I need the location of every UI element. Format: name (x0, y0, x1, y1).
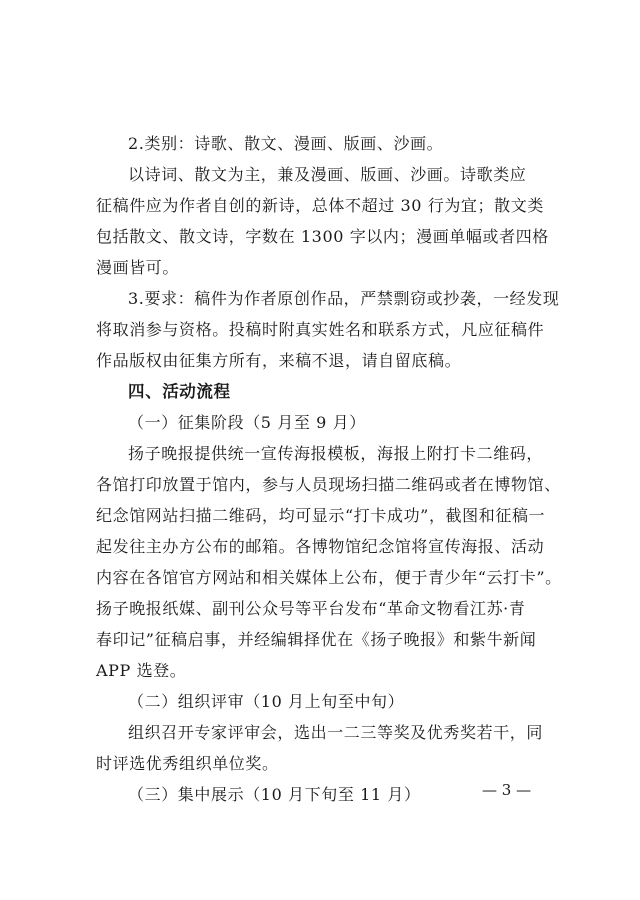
subsection-heading-review: （二）组织评审（10 月上旬至中旬） (128, 692, 405, 711)
collection-paragraph-line: 春印记”征稿启事，并经编辑择优在《扬子晚报》和紫牛新闻 (96, 630, 537, 649)
category-paragraph-title: 2.类别：诗歌、散文、漫画、版画、沙画。 (128, 134, 444, 153)
category-paragraph-line: 漫画皆可。 (96, 258, 180, 277)
collection-paragraph-line: APP 选登。 (96, 661, 187, 680)
requirements-paragraph-line: 作品版权由征集方所有，来稿不退，请自留底稿。 (96, 351, 462, 370)
subsection-heading-exhibition: （三）集中展示（10 月下旬至 11 月） (128, 785, 421, 804)
collection-paragraph-line: 各馆打印放置于馆内，参与人员现场扫描二维码或者在博物馆、 (96, 475, 561, 494)
collection-paragraph-line: 内容在各馆官方网站和相关媒体上公布，便于青少年“云打卡”。 (96, 568, 562, 587)
collection-paragraph-line: 扬子晚报提供统一宣传海报模板，海报上附打卡二维码， (128, 444, 544, 463)
subsection-heading-collection: （一）征集阶段（5 月至 9 月） (128, 413, 366, 432)
collection-paragraph-line: 起发往主办方公布的邮箱。各博物馆纪念馆将宣传海报、活动 (96, 537, 545, 556)
category-paragraph-line: 征稿件应为作者自创的新诗，总体不超过 30 行为宜；散文类 (96, 196, 544, 215)
review-paragraph-line: 时评选优秀组织单位奖。 (96, 754, 279, 773)
review-paragraph-line: 组织召开专家评审会，选出一二三等奖及优秀奖若干，同 (128, 723, 544, 742)
requirements-paragraph-line: 3.要求：稿件为作者原创作品，严禁剽窃或抄袭，一经发现 (128, 289, 560, 308)
collection-paragraph-line: 纪念馆网站扫描二维码，均可显示“打卡成功”，截图和征稿一 (96, 506, 546, 525)
collection-paragraph-line: 扬子晚报纸媒、副刊公众号等平台发布“革命文物看江苏·青 (96, 599, 526, 618)
category-paragraph-line: 以诗词、散文为主，兼及漫画、版画、沙画。诗歌类应 (128, 165, 527, 184)
category-paragraph-line: 包括散文、散文诗，字数在 1300 字以内；漫画单幅或者四格 (96, 227, 549, 246)
section-heading-activity-process: 四、活动流程 (128, 382, 231, 401)
page-number: — 3 — (482, 781, 532, 799)
requirements-paragraph-line: 将取消参与资格。投稿时附真实姓名和联系方式，凡应征稿件 (96, 320, 545, 339)
